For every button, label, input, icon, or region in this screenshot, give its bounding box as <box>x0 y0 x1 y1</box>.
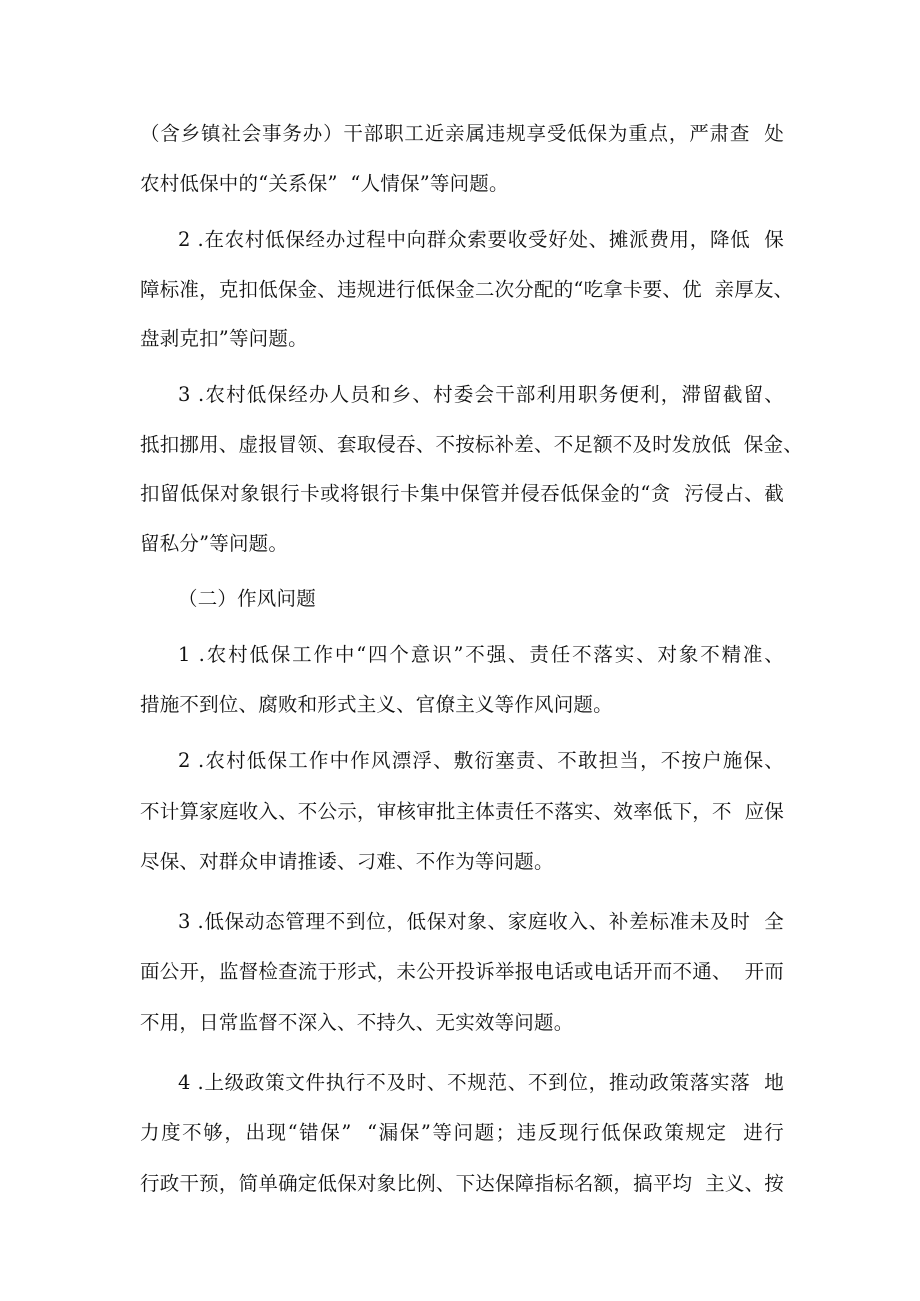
paragraph-line: 2 .农村低保工作中作风漂浮、敷衍塞责、不敢担当，不按户施保、 <box>178 749 784 772</box>
paragraph-line: 力度不够，出现“错保” “漏保”等问题；违反现行低保政策规定 进行 <box>140 1121 784 1144</box>
paragraph-line: 3 .农村低保经办人员和乡、村委会干部利用职务便利，滞留截留、 <box>178 383 784 406</box>
paragraph-line: 不计算家庭收入、不公示，审核审批主体责任不落实、效率低下，不 应保 <box>140 800 784 823</box>
paragraph-line: 3 .低保动态管理不到位，低保对象、家庭收入、补差标准未及时 全 <box>178 910 784 933</box>
paragraph-line: 盘剥克扣”等问题。 <box>140 327 308 350</box>
paragraph-line: 农村低保中的“关系保” “人情保”等问题。 <box>140 172 509 195</box>
paragraph-line: 行政干预，简单确定低保对象比例、下达保障指标名额，搞平均 主义、按 <box>140 1172 784 1195</box>
paragraph-line: 抵扣挪用、虚报冒领、套取侵吞、不按标补差、不足额不及时发放低 保金、 <box>140 433 803 456</box>
paragraph-line: 留私分”等问题。 <box>140 532 289 555</box>
section-heading: （二）作风问题 <box>178 587 316 610</box>
paragraph-line: 4 .上级政策文件执行不及时、不规范、不到位，推动政策落实落 地 <box>178 1071 784 1094</box>
paragraph-line: 扣留低保对象银行卡或将银行卡集中保管并侵吞低保金的“贪 污侵占、截 <box>140 482 784 505</box>
paragraph-line: 1 .农村低保工作中“四个意识”不强、责任不落实、对象不精准、 <box>178 643 784 666</box>
paragraph-line: （含乡镇社会事务办）干部职工近亲属违规享受低保为重点，严肃查 处 <box>140 122 784 145</box>
paragraph-line: 不用，日常监督不深入、不持久、无实效等问题。 <box>140 1011 574 1034</box>
paragraph-line: 面公开，监督检查流于形式，未公开投诉举报电话或电话开而不通、 开而 <box>140 960 784 983</box>
paragraph-line: 2 .在农村低保经办过程中向群众索要收受好处、摊派费用，降低 保 <box>178 228 784 251</box>
paragraph-line: 障标准，克扣低保金、违规进行低保金二次分配的“吃拿卡要、优 亲厚友、 <box>140 278 794 301</box>
paragraph-line: 措施不到位、腐败和形式主义、官僚主义等作风问题。 <box>140 693 613 716</box>
paragraph-line: 尽保、对群众申请推诿、刁难、不作为等问题。 <box>140 850 554 873</box>
